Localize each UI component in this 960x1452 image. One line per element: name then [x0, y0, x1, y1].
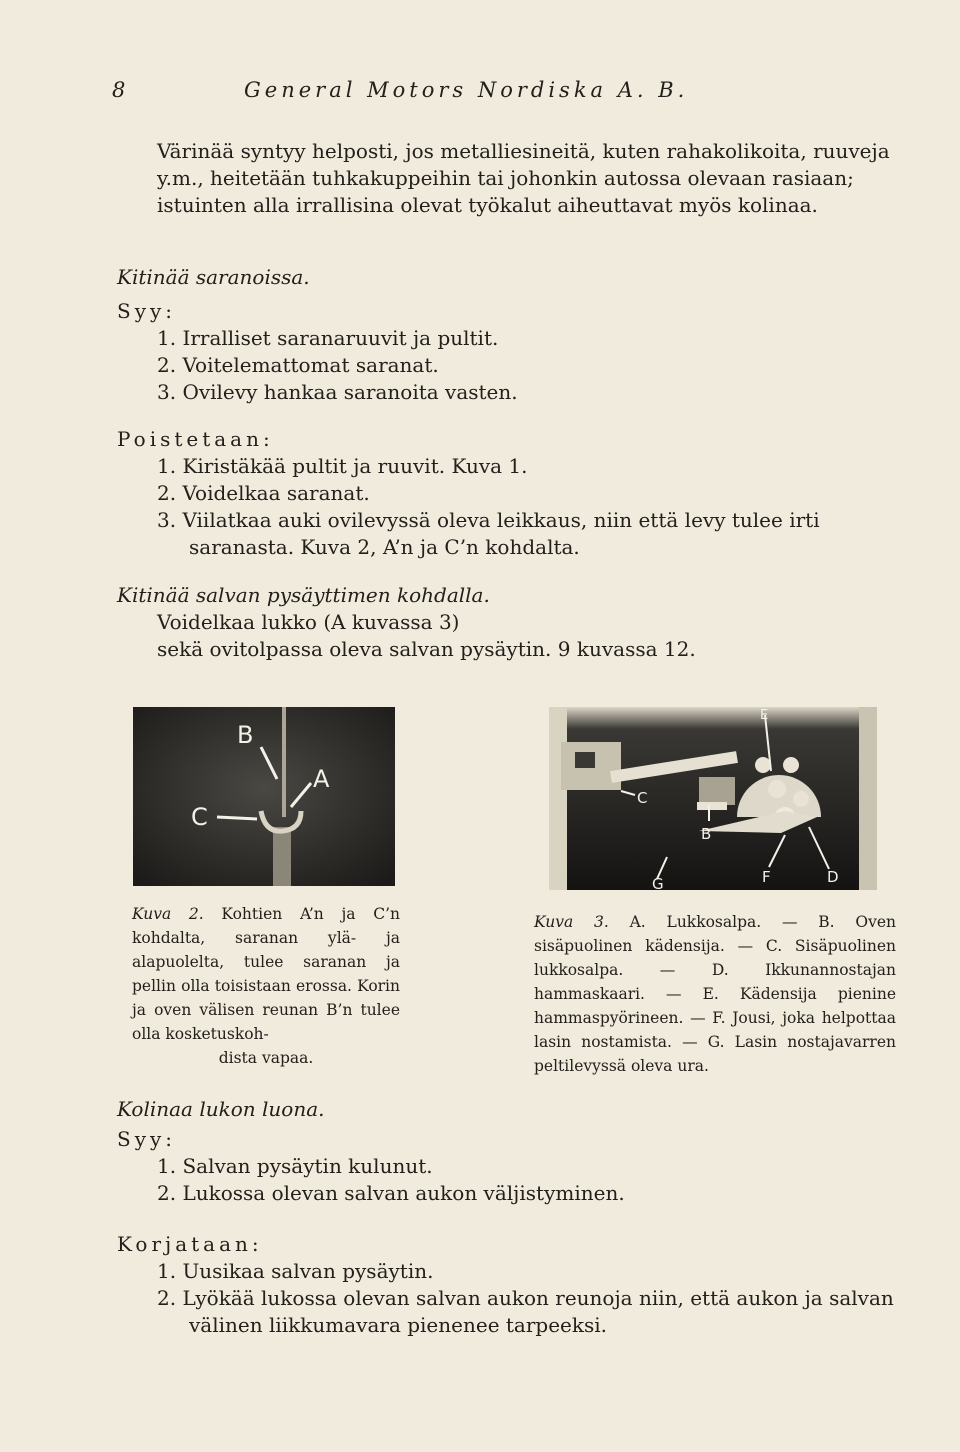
figure-3-caption	[534, 910, 896, 1078]
figure-3-caption-text: A. Lukkosalpa. — B. Oven sisäpuolinen kädensija. — C. Sisäpuolinen lukkosalpa. — D. Ikkunannostajan hammaskaari. — E. Kädensija pienine hammaspyörineen. — F. Jousi, joka helpottaa lasin nostamista. — G. Lasin nostajavarren peltilevyssä oleva ura.	[534, 913, 896, 1075]
running-header	[112, 78, 772, 102]
hinges-cause-item: 2. Voitelemattomat saranat.	[157, 353, 439, 377]
label-e: E	[760, 708, 769, 723]
lock-section	[117, 1096, 907, 1339]
lock-remedy-label: Korjataan:	[117, 1232, 263, 1256]
figure-3-photo	[549, 707, 877, 890]
latch-heading: Kitinää salvan pysäyttimen kohdalla.	[117, 583, 490, 607]
hinges-remedy-item: 1. Kiristäkää pultit ja ruuvit. Kuva 1.	[157, 454, 528, 478]
hinges-cause-label: Syy:	[117, 299, 177, 323]
arrow-c	[217, 817, 257, 819]
handle-block	[699, 777, 735, 805]
header-title: General Motors Nordiska A. B.	[244, 78, 689, 102]
hinges-section	[117, 264, 907, 561]
latch-line: sekä ovitolpassa oleva salvan pysäytin. 9 kuvassa 12.	[157, 637, 696, 661]
lock-cause-item: 2. Lukossa olevan salvan aukon väljistyminen.	[157, 1181, 625, 1205]
figure-2-caption-lead: Kuva 2.	[132, 905, 204, 923]
intro-paragraph: Värinää syntyy helposti, jos metalliesineitä, kuten rahakolikoita, ruuveja y.m., heitetään tuhkakuppeihin tai johonkin autossa olevaan rasiaan; istuinten alla irrallisina olevat työkalut aiheuttavat myös kolinaa.	[157, 139, 890, 217]
lock-remedy-item: 1. Uusikaa salvan pysäytin.	[157, 1259, 434, 1283]
figure-2-caption-last: dista vapaa.	[218, 1049, 314, 1067]
figure-2-photo	[133, 707, 395, 886]
intro-section	[117, 138, 907, 219]
label-f: F	[762, 868, 771, 886]
hinges-cause-item: 3. Ovilevy hankaa saranoita vasten.	[157, 380, 518, 404]
label-d: D	[827, 868, 839, 886]
door-gap-line	[282, 707, 286, 817]
hinges-remedy-label: Poistetaan:	[117, 427, 274, 451]
figure-3-caption-lead: Kuva 3.	[534, 913, 609, 931]
lock-cause-label: Syy:	[117, 1127, 177, 1151]
lock-cause-item: 1. Salvan pysäytin kulunut.	[157, 1154, 433, 1178]
hinges-remedy-item: 2. Voidelkaa saranat.	[157, 481, 370, 505]
hinges-heading: Kitinää saranoissa.	[117, 265, 310, 289]
label-c: C	[637, 789, 648, 807]
latch-line: Voidelkaa lukko (A kuvassa 3)	[157, 610, 460, 634]
lock-remedy-item: 2. Lyökää lukossa olevan salvan aukon reunoja niin, että aukon ja salvan välinen liikkumavara pienenee tarpeeksi.	[157, 1286, 894, 1337]
figure-2-caption-text: Kohtien A’n ja C’n kohdalta, saranan ylä- ja alapuolelta, tulee saranan ja pellin olla toisistaan erossa. Korin ja oven välisen reunan B’n tulee olla kosketuskoh-	[132, 905, 400, 1043]
latch-section	[117, 582, 907, 663]
label-b: B	[701, 825, 712, 843]
figure-2-caption	[132, 902, 400, 1070]
label-a: A	[313, 765, 330, 793]
hinges-cause-item: 1. Irralliset saranaruuvit ja pultit.	[157, 326, 499, 350]
label-b: B	[237, 721, 254, 749]
label-c: C	[191, 803, 208, 831]
hinges-remedy-item: 3. Viilatkaa auki ovilevyssä oleva leikkaus, niin että levy tulee irti saranasta. Kuva 2, A’n ja C’n kohdalta.	[157, 508, 820, 559]
lock-heading: Kolinaa lukon luona.	[117, 1097, 325, 1121]
hinge-post	[273, 827, 291, 886]
page-number: 8	[112, 78, 130, 102]
label-g: G	[652, 875, 664, 890]
